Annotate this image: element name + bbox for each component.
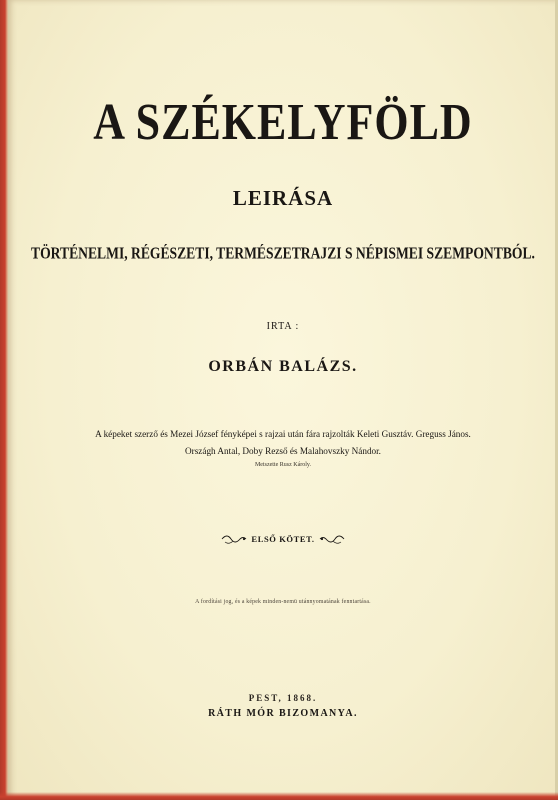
byline-label: IRTA :: [266, 321, 300, 332]
flourish-right-icon: [319, 532, 345, 546]
book-topics: TÖRTÉNELMI, RÉGÉSZETI, TERMÉSZETRAJZI S NÉPISMEI SZEMPONTBÓL.: [31, 244, 535, 262]
book-title: A SZÉKELYFÖLD: [93, 93, 473, 151]
engraver-note: Metszette Rusz Károly.: [254, 462, 312, 468]
volume-label: ELSŐ KÖTET.: [251, 534, 315, 544]
illustration-credits-line-2: Országh Antal, Doby Rezső és Malahovszky Nándor.: [185, 446, 381, 456]
book-bottom-edge: [0, 792, 558, 800]
author-name: ORBÁN BALÁZS.: [208, 358, 358, 375]
imprint-place-year: PEST, 1868.: [248, 693, 318, 703]
volume-banner: [8, 530, 558, 548]
book-subtitle: LEIRÁSA: [232, 186, 334, 210]
flourish-left-icon: [221, 532, 247, 546]
publisher-name: RÁTH MÓR BIZOMANYA.: [208, 708, 358, 719]
translation-rights-note: A fordítási jog, és a képek minden-nemü utánnyomatának fenntartása.: [195, 599, 371, 605]
illustration-credits-line-1: A képeket szerző és Mezei József fényképei s rajzai után fára rajzolták Keleti Gusztáv. Greguss János.: [95, 429, 471, 439]
